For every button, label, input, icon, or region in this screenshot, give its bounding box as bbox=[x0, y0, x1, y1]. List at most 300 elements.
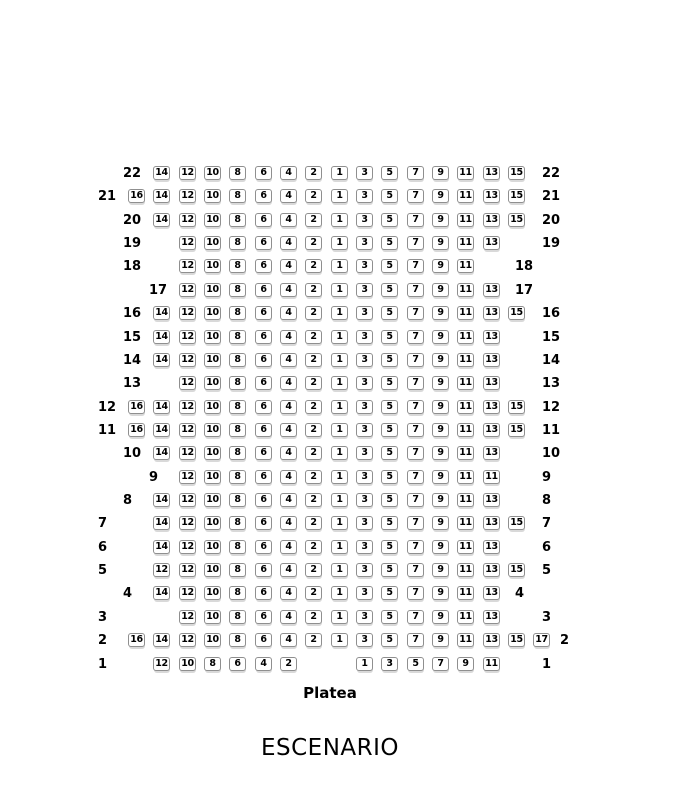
seat-r3-c7[interactable] bbox=[407, 610, 424, 625]
seat-r15-c11[interactable] bbox=[457, 330, 474, 345]
seat-r3-c13[interactable] bbox=[483, 610, 500, 625]
seat-r8-c6[interactable] bbox=[255, 493, 272, 508]
seat-r12-c16[interactable] bbox=[128, 400, 145, 415]
seat-r15-c6[interactable] bbox=[255, 330, 272, 345]
seat-r1-c8[interactable] bbox=[229, 657, 246, 672]
seat-r6-c8[interactable] bbox=[229, 540, 246, 555]
seat-r11-c4[interactable] bbox=[280, 423, 297, 438]
seat-r18-c4[interactable] bbox=[280, 259, 297, 274]
seat-r7-c12[interactable] bbox=[179, 516, 196, 531]
seat-r21-c4[interactable] bbox=[280, 189, 297, 204]
seat-r22-c10[interactable] bbox=[204, 166, 221, 181]
seat-r13-c5[interactable] bbox=[381, 376, 398, 391]
seat-r15-c10[interactable] bbox=[204, 330, 221, 345]
seat-r14-c3[interactable] bbox=[356, 353, 373, 368]
seat-r3-c8[interactable] bbox=[229, 610, 246, 625]
seat-r9-c9[interactable] bbox=[432, 470, 449, 485]
seat-r12-c8[interactable] bbox=[229, 400, 246, 415]
seat-r7-c13[interactable] bbox=[483, 516, 500, 531]
seat-r5-c12[interactable] bbox=[179, 563, 196, 578]
seat-r8-c13[interactable] bbox=[483, 493, 500, 508]
seat-r9-c11[interactable] bbox=[457, 470, 474, 485]
seat-r22-c15[interactable] bbox=[508, 166, 525, 181]
seat-r22-c11[interactable] bbox=[457, 166, 474, 181]
seat-r14-c6[interactable] bbox=[255, 353, 272, 368]
seat-r9-c6[interactable] bbox=[255, 470, 272, 485]
seat-r8-c8[interactable] bbox=[229, 493, 246, 508]
seat-r20-c1[interactable] bbox=[331, 213, 348, 228]
seat-r12-c6[interactable] bbox=[255, 400, 272, 415]
seat-r9-c10[interactable] bbox=[204, 470, 221, 485]
seat-r20-c12[interactable] bbox=[179, 213, 196, 228]
seat-r18-c8[interactable] bbox=[229, 259, 246, 274]
seat-r19-c10[interactable] bbox=[204, 236, 221, 251]
seat-r16-c7[interactable] bbox=[407, 306, 424, 321]
seat-r9-c12[interactable] bbox=[179, 470, 196, 485]
seat-r17-c4[interactable] bbox=[280, 283, 297, 298]
seat-r22-c3[interactable] bbox=[356, 166, 373, 181]
seat-r13-c3[interactable] bbox=[356, 376, 373, 391]
seat-r10-c8[interactable] bbox=[229, 446, 246, 461]
seat-r1-c7[interactable] bbox=[407, 657, 424, 672]
seat-r10-c12[interactable] bbox=[179, 446, 196, 461]
seat-r8-c9[interactable] bbox=[432, 493, 449, 508]
seat-r22-c1[interactable] bbox=[331, 166, 348, 181]
seat-r2-c3[interactable] bbox=[356, 633, 373, 648]
seat-r5-c9[interactable] bbox=[432, 563, 449, 578]
seat-r2-c11[interactable] bbox=[457, 633, 474, 648]
seat-r5-c6[interactable] bbox=[255, 563, 272, 578]
seat-r11-c15[interactable] bbox=[508, 423, 525, 438]
seat-r18-c6[interactable] bbox=[255, 259, 272, 274]
seat-r6-c11[interactable] bbox=[457, 540, 474, 555]
seat-r11-c6[interactable] bbox=[255, 423, 272, 438]
seat-r7-c14[interactable] bbox=[153, 516, 170, 531]
seat-r11-c13[interactable] bbox=[483, 423, 500, 438]
seat-r20-c2[interactable] bbox=[305, 213, 322, 228]
seat-r15-c3[interactable] bbox=[356, 330, 373, 345]
seat-r12-c7[interactable] bbox=[407, 400, 424, 415]
seat-r4-c2[interactable] bbox=[305, 586, 322, 601]
seat-r15-c12[interactable] bbox=[179, 330, 196, 345]
seat-r22-c2[interactable] bbox=[305, 166, 322, 181]
seat-r18-c10[interactable] bbox=[204, 259, 221, 274]
seat-r4-c10[interactable] bbox=[204, 586, 221, 601]
seat-r21-c16[interactable] bbox=[128, 189, 145, 204]
seat-r17-c7[interactable] bbox=[407, 283, 424, 298]
seat-r1-c4[interactable] bbox=[280, 657, 297, 672]
seat-r19-c3[interactable] bbox=[356, 236, 373, 251]
seat-r6-c10[interactable] bbox=[204, 540, 221, 555]
seat-r1-c3[interactable] bbox=[356, 657, 373, 672]
seat-r2-c15[interactable] bbox=[508, 633, 525, 648]
seat-r15-c9[interactable] bbox=[432, 330, 449, 345]
seat-r8-c5[interactable] bbox=[381, 493, 398, 508]
seat-r21-c9[interactable] bbox=[432, 189, 449, 204]
seat-r6-c4[interactable] bbox=[280, 540, 297, 555]
seat-r7-c15[interactable] bbox=[508, 516, 525, 531]
seat-r1-c14[interactable] bbox=[153, 657, 170, 672]
seat-r14-c14[interactable] bbox=[153, 353, 170, 368]
seat-r19-c9[interactable] bbox=[432, 236, 449, 251]
seat-r4-c12[interactable] bbox=[179, 586, 196, 601]
seat-r3-c3[interactable] bbox=[356, 610, 373, 625]
seat-r13-c4[interactable] bbox=[280, 376, 297, 391]
seat-r4-c6[interactable] bbox=[255, 586, 272, 601]
seat-r12-c11[interactable] bbox=[457, 400, 474, 415]
seat-r22-c9[interactable] bbox=[432, 166, 449, 181]
seat-r9-c13[interactable] bbox=[483, 470, 500, 485]
seat-r19-c7[interactable] bbox=[407, 236, 424, 251]
seat-r13-c13[interactable] bbox=[483, 376, 500, 391]
seat-r20-c5[interactable] bbox=[381, 213, 398, 228]
seat-r2-c9[interactable] bbox=[432, 633, 449, 648]
seat-r13-c12[interactable] bbox=[179, 376, 196, 391]
seat-r6-c3[interactable] bbox=[356, 540, 373, 555]
seat-r2-c2[interactable] bbox=[305, 633, 322, 648]
seat-r9-c4[interactable] bbox=[280, 470, 297, 485]
seat-r17-c2[interactable] bbox=[305, 283, 322, 298]
seat-r21-c14[interactable] bbox=[153, 189, 170, 204]
seat-r21-c15[interactable] bbox=[508, 189, 525, 204]
seat-r21-c12[interactable] bbox=[179, 189, 196, 204]
seat-r22-c14[interactable] bbox=[153, 166, 170, 181]
seat-r11-c16[interactable] bbox=[128, 423, 145, 438]
seat-r2-c14[interactable] bbox=[153, 633, 170, 648]
seat-r4-c9[interactable] bbox=[432, 586, 449, 601]
seat-r20-c8[interactable] bbox=[229, 213, 246, 228]
seat-r6-c9[interactable] bbox=[432, 540, 449, 555]
seat-r5-c1[interactable] bbox=[331, 563, 348, 578]
seat-r3-c4[interactable] bbox=[280, 610, 297, 625]
seat-r10-c13[interactable] bbox=[483, 446, 500, 461]
seat-r12-c9[interactable] bbox=[432, 400, 449, 415]
seat-r6-c7[interactable] bbox=[407, 540, 424, 555]
seat-r22-c4[interactable] bbox=[280, 166, 297, 181]
seat-r2-c4[interactable] bbox=[280, 633, 297, 648]
seat-r14-c8[interactable] bbox=[229, 353, 246, 368]
seat-r8-c7[interactable] bbox=[407, 493, 424, 508]
seat-r18-c3[interactable] bbox=[356, 259, 373, 274]
seat-r2-c6[interactable] bbox=[255, 633, 272, 648]
seat-r13-c8[interactable] bbox=[229, 376, 246, 391]
seat-r17-c9[interactable] bbox=[432, 283, 449, 298]
seat-r14-c11[interactable] bbox=[457, 353, 474, 368]
seat-r5-c10[interactable] bbox=[204, 563, 221, 578]
seat-r4-c1[interactable] bbox=[331, 586, 348, 601]
seat-r10-c9[interactable] bbox=[432, 446, 449, 461]
seat-r11-c11[interactable] bbox=[457, 423, 474, 438]
seat-r21-c10[interactable] bbox=[204, 189, 221, 204]
seat-r15-c2[interactable] bbox=[305, 330, 322, 345]
seat-r12-c13[interactable] bbox=[483, 400, 500, 415]
seat-r3-c9[interactable] bbox=[432, 610, 449, 625]
seat-r5-c15[interactable] bbox=[508, 563, 525, 578]
seat-r3-c12[interactable] bbox=[179, 610, 196, 625]
seat-r12-c5[interactable] bbox=[381, 400, 398, 415]
seat-r2-c12[interactable] bbox=[179, 633, 196, 648]
seat-r15-c1[interactable] bbox=[331, 330, 348, 345]
seat-r18-c5[interactable] bbox=[381, 259, 398, 274]
seat-r21-c13[interactable] bbox=[483, 189, 500, 204]
seat-r16-c2[interactable] bbox=[305, 306, 322, 321]
seat-r11-c5[interactable] bbox=[381, 423, 398, 438]
seat-r19-c13[interactable] bbox=[483, 236, 500, 251]
seat-r20-c4[interactable] bbox=[280, 213, 297, 228]
seat-r6-c1[interactable] bbox=[331, 540, 348, 555]
seat-r22-c8[interactable] bbox=[229, 166, 246, 181]
seat-r15-c5[interactable] bbox=[381, 330, 398, 345]
seat-r12-c14[interactable] bbox=[153, 400, 170, 415]
seat-r6-c12[interactable] bbox=[179, 540, 196, 555]
seat-r17-c10[interactable] bbox=[204, 283, 221, 298]
seat-r14-c2[interactable] bbox=[305, 353, 322, 368]
seat-r13-c1[interactable] bbox=[331, 376, 348, 391]
seat-r10-c7[interactable] bbox=[407, 446, 424, 461]
seat-r18-c2[interactable] bbox=[305, 259, 322, 274]
seat-r4-c14[interactable] bbox=[153, 586, 170, 601]
seat-r11-c14[interactable] bbox=[153, 423, 170, 438]
seat-r15-c8[interactable] bbox=[229, 330, 246, 345]
seat-r7-c6[interactable] bbox=[255, 516, 272, 531]
seat-r7-c4[interactable] bbox=[280, 516, 297, 531]
seat-r14-c12[interactable] bbox=[179, 353, 196, 368]
seat-r21-c1[interactable] bbox=[331, 189, 348, 204]
seat-r11-c2[interactable] bbox=[305, 423, 322, 438]
seat-r2-c7[interactable] bbox=[407, 633, 424, 648]
seat-r3-c2[interactable] bbox=[305, 610, 322, 625]
seat-r21-c8[interactable] bbox=[229, 189, 246, 204]
seat-r16-c9[interactable] bbox=[432, 306, 449, 321]
seat-r1-c10[interactable] bbox=[204, 657, 221, 672]
seat-r15-c4[interactable] bbox=[280, 330, 297, 345]
seat-r11-c3[interactable] bbox=[356, 423, 373, 438]
seat-r18-c7[interactable] bbox=[407, 259, 424, 274]
seat-r11-c9[interactable] bbox=[432, 423, 449, 438]
seat-r11-c12[interactable] bbox=[179, 423, 196, 438]
seat-r19-c6[interactable] bbox=[255, 236, 272, 251]
seat-r3-c10[interactable] bbox=[204, 610, 221, 625]
seat-r17-c1[interactable] bbox=[331, 283, 348, 298]
seat-r16-c14[interactable] bbox=[153, 306, 170, 321]
seat-r19-c4[interactable] bbox=[280, 236, 297, 251]
seat-r6-c2[interactable] bbox=[305, 540, 322, 555]
seat-r3-c6[interactable] bbox=[255, 610, 272, 625]
seat-r11-c1[interactable] bbox=[331, 423, 348, 438]
seat-r22-c5[interactable] bbox=[381, 166, 398, 181]
seat-r17-c11[interactable] bbox=[457, 283, 474, 298]
seat-r13-c6[interactable] bbox=[255, 376, 272, 391]
seat-r13-c11[interactable] bbox=[457, 376, 474, 391]
seat-r22-c6[interactable] bbox=[255, 166, 272, 181]
seat-r2-c1[interactable] bbox=[331, 633, 348, 648]
seat-r12-c3[interactable] bbox=[356, 400, 373, 415]
seat-r5-c7[interactable] bbox=[407, 563, 424, 578]
seat-r6-c13[interactable] bbox=[483, 540, 500, 555]
seat-r21-c5[interactable] bbox=[381, 189, 398, 204]
seat-r4-c5[interactable] bbox=[381, 586, 398, 601]
seat-r7-c2[interactable] bbox=[305, 516, 322, 531]
seat-r5-c13[interactable] bbox=[483, 563, 500, 578]
seat-r7-c1[interactable] bbox=[331, 516, 348, 531]
seat-r4-c8[interactable] bbox=[229, 586, 246, 601]
seat-r6-c6[interactable] bbox=[255, 540, 272, 555]
seat-r16-c4[interactable] bbox=[280, 306, 297, 321]
seat-r14-c5[interactable] bbox=[381, 353, 398, 368]
seat-r10-c2[interactable] bbox=[305, 446, 322, 461]
seat-r9-c1[interactable] bbox=[331, 470, 348, 485]
seat-r10-c4[interactable] bbox=[280, 446, 297, 461]
seat-r2-c10[interactable] bbox=[204, 633, 221, 648]
seat-r19-c1[interactable] bbox=[331, 236, 348, 251]
seat-r17-c12[interactable] bbox=[179, 283, 196, 298]
seat-r1-c13[interactable] bbox=[483, 657, 500, 672]
seat-r6-c5[interactable] bbox=[381, 540, 398, 555]
seat-r1-c12[interactable] bbox=[179, 657, 196, 672]
seat-r16-c3[interactable] bbox=[356, 306, 373, 321]
seat-r14-c9[interactable] bbox=[432, 353, 449, 368]
seat-r14-c7[interactable] bbox=[407, 353, 424, 368]
seat-r8-c12[interactable] bbox=[179, 493, 196, 508]
seat-r19-c8[interactable] bbox=[229, 236, 246, 251]
seat-r17-c3[interactable] bbox=[356, 283, 373, 298]
seat-r16-c12[interactable] bbox=[179, 306, 196, 321]
seat-r11-c8[interactable] bbox=[229, 423, 246, 438]
seat-r10-c1[interactable] bbox=[331, 446, 348, 461]
seat-r17-c8[interactable] bbox=[229, 283, 246, 298]
seat-r21-c7[interactable] bbox=[407, 189, 424, 204]
seat-r7-c3[interactable] bbox=[356, 516, 373, 531]
seat-r12-c15[interactable] bbox=[508, 400, 525, 415]
seat-r5-c5[interactable] bbox=[381, 563, 398, 578]
seat-r18-c11[interactable] bbox=[457, 259, 474, 274]
seat-r20-c10[interactable] bbox=[204, 213, 221, 228]
seat-r15-c14[interactable] bbox=[153, 330, 170, 345]
seat-r5-c2[interactable] bbox=[305, 563, 322, 578]
seat-r10-c6[interactable] bbox=[255, 446, 272, 461]
seat-r21-c6[interactable] bbox=[255, 189, 272, 204]
seat-r19-c5[interactable] bbox=[381, 236, 398, 251]
seat-r5-c8[interactable] bbox=[229, 563, 246, 578]
seat-r2-c13[interactable] bbox=[483, 633, 500, 648]
seat-r8-c3[interactable] bbox=[356, 493, 373, 508]
seat-r3-c5[interactable] bbox=[381, 610, 398, 625]
seat-r16-c8[interactable] bbox=[229, 306, 246, 321]
seat-r12-c4[interactable] bbox=[280, 400, 297, 415]
seat-r10-c3[interactable] bbox=[356, 446, 373, 461]
seat-r11-c7[interactable] bbox=[407, 423, 424, 438]
seat-r8-c2[interactable] bbox=[305, 493, 322, 508]
seat-r19-c12[interactable] bbox=[179, 236, 196, 251]
seat-r17-c6[interactable] bbox=[255, 283, 272, 298]
seat-r16-c13[interactable] bbox=[483, 306, 500, 321]
seat-r10-c10[interactable] bbox=[204, 446, 221, 461]
seat-r3-c11[interactable] bbox=[457, 610, 474, 625]
seat-r17-c5[interactable] bbox=[381, 283, 398, 298]
seat-r7-c5[interactable] bbox=[381, 516, 398, 531]
seat-r16-c15[interactable] bbox=[508, 306, 525, 321]
seat-r4-c13[interactable] bbox=[483, 586, 500, 601]
seat-r20-c13[interactable] bbox=[483, 213, 500, 228]
seat-r22-c13[interactable] bbox=[483, 166, 500, 181]
seat-r21-c2[interactable] bbox=[305, 189, 322, 204]
seat-r18-c1[interactable] bbox=[331, 259, 348, 274]
seat-r12-c2[interactable] bbox=[305, 400, 322, 415]
seat-r4-c3[interactable] bbox=[356, 586, 373, 601]
seat-r2-c16[interactable] bbox=[128, 633, 145, 648]
seat-r10-c14[interactable] bbox=[153, 446, 170, 461]
seat-r2-c8[interactable] bbox=[229, 633, 246, 648]
seat-r12-c10[interactable] bbox=[204, 400, 221, 415]
seat-r19-c11[interactable] bbox=[457, 236, 474, 251]
seat-r21-c11[interactable] bbox=[457, 189, 474, 204]
seat-r6-c14[interactable] bbox=[153, 540, 170, 555]
seat-r4-c7[interactable] bbox=[407, 586, 424, 601]
seat-r20-c11[interactable] bbox=[457, 213, 474, 228]
seat-r22-c7[interactable] bbox=[407, 166, 424, 181]
seat-r20-c14[interactable] bbox=[153, 213, 170, 228]
seat-r8-c1[interactable] bbox=[331, 493, 348, 508]
seat-r17-c13[interactable] bbox=[483, 283, 500, 298]
seat-r5-c4[interactable] bbox=[280, 563, 297, 578]
seat-r21-c3[interactable] bbox=[356, 189, 373, 204]
seat-r2-c17[interactable] bbox=[533, 633, 550, 648]
seat-r1-c5[interactable] bbox=[381, 657, 398, 672]
seat-r20-c6[interactable] bbox=[255, 213, 272, 228]
seat-r7-c11[interactable] bbox=[457, 516, 474, 531]
seat-r4-c4[interactable] bbox=[280, 586, 297, 601]
seat-r5-c11[interactable] bbox=[457, 563, 474, 578]
seat-r16-c10[interactable] bbox=[204, 306, 221, 321]
seat-r9-c8[interactable] bbox=[229, 470, 246, 485]
seat-r13-c2[interactable] bbox=[305, 376, 322, 391]
seat-r9-c2[interactable] bbox=[305, 470, 322, 485]
seat-r4-c11[interactable] bbox=[457, 586, 474, 601]
seat-r12-c12[interactable] bbox=[179, 400, 196, 415]
seat-r9-c5[interactable] bbox=[381, 470, 398, 485]
seat-r20-c7[interactable] bbox=[407, 213, 424, 228]
seat-r13-c10[interactable] bbox=[204, 376, 221, 391]
seat-r12-c1[interactable] bbox=[331, 400, 348, 415]
seat-r16-c11[interactable] bbox=[457, 306, 474, 321]
seat-r7-c9[interactable] bbox=[432, 516, 449, 531]
seat-r10-c11[interactable] bbox=[457, 446, 474, 461]
seat-r11-c10[interactable] bbox=[204, 423, 221, 438]
seat-r3-c1[interactable] bbox=[331, 610, 348, 625]
seat-r15-c13[interactable] bbox=[483, 330, 500, 345]
seat-r9-c7[interactable] bbox=[407, 470, 424, 485]
seat-r22-c12[interactable] bbox=[179, 166, 196, 181]
seat-r16-c6[interactable] bbox=[255, 306, 272, 321]
seat-r8-c14[interactable] bbox=[153, 493, 170, 508]
seat-r20-c3[interactable] bbox=[356, 213, 373, 228]
seat-r1-c6[interactable] bbox=[255, 657, 272, 672]
seat-r13-c7[interactable] bbox=[407, 376, 424, 391]
seat-r18-c9[interactable] bbox=[432, 259, 449, 274]
seat-r14-c4[interactable] bbox=[280, 353, 297, 368]
seat-r9-c3[interactable] bbox=[356, 470, 373, 485]
seat-r18-c12[interactable] bbox=[179, 259, 196, 274]
seat-r15-c7[interactable] bbox=[407, 330, 424, 345]
seat-r14-c13[interactable] bbox=[483, 353, 500, 368]
seat-r19-c2[interactable] bbox=[305, 236, 322, 251]
seat-r5-c3[interactable] bbox=[356, 563, 373, 578]
seat-r20-c9[interactable] bbox=[432, 213, 449, 228]
seat-r8-c4[interactable] bbox=[280, 493, 297, 508]
seat-r8-c11[interactable] bbox=[457, 493, 474, 508]
seat-r1-c11[interactable] bbox=[457, 657, 474, 672]
seat-r10-c5[interactable] bbox=[381, 446, 398, 461]
